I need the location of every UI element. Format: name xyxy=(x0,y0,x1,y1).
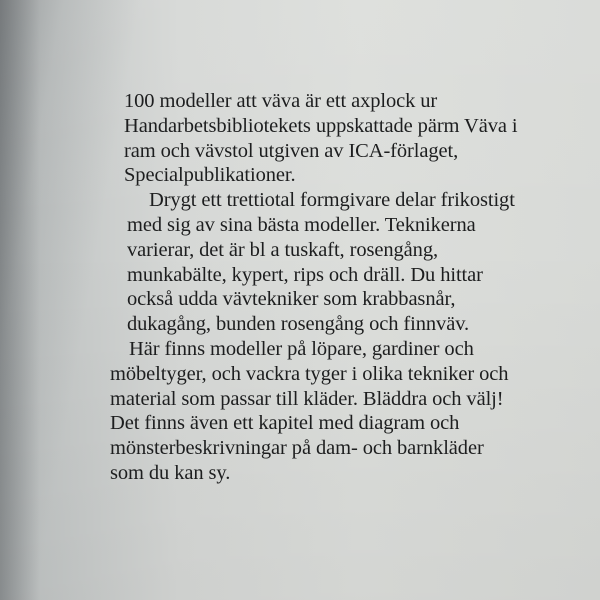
paragraph-3 xyxy=(110,337,594,486)
text-line: Drygt ett trettiotal formgivare delar frikostigt xyxy=(149,189,515,212)
body-text xyxy=(110,89,594,486)
paragraph-2 xyxy=(127,188,594,337)
text-line: 100 modeller att väva är ett axplock ur xyxy=(124,90,438,112)
text-line: Specialpublikationer. xyxy=(124,164,296,187)
text-line: som du kan sy. xyxy=(110,461,231,484)
text-line: Det finns även ett kapitel med diagram och xyxy=(110,412,460,435)
text-line: Här finns modeller på löpare, gardiner och xyxy=(129,337,474,360)
text-line: med sig av sina bästa modeller. Teknikerna xyxy=(127,213,476,236)
text-line: ram och vävstol utgiven av ICA-förlaget, xyxy=(124,139,459,162)
text-line: mönsterbeskrivningar på dam- och barnkläder xyxy=(110,437,484,460)
text-line: varierar, det är bl a tuskaft, rosengång, xyxy=(127,238,438,261)
text-line: möbeltyger, och vackra tyger i olika tekniker och xyxy=(110,362,509,385)
page-spine-shadow xyxy=(0,0,40,600)
text-line: Handarbetsbibliotekets uppskattade pärm Väva i xyxy=(124,114,518,137)
text-line: munkabälte, kypert, rips och dräll. Du hittar xyxy=(127,263,483,286)
text-line: material som passar till kläder. Bläddra och välj! xyxy=(110,387,504,410)
text-line: också udda vävtekniker som krabbasnår, xyxy=(127,288,456,311)
text-line: dukagång, bunden rosengång och finnväv. xyxy=(127,313,470,336)
paragraph-1 xyxy=(124,89,594,188)
